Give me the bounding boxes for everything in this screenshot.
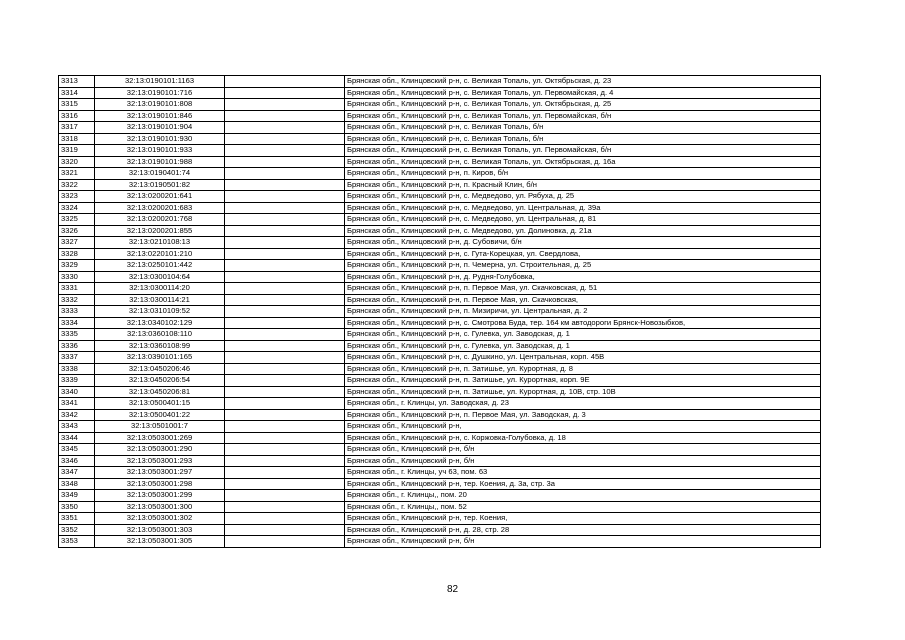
cadastral-number-cell: 32:13:0503001:297 (95, 467, 225, 479)
cadastral-number-cell: 32:13:0300104:64 (95, 271, 225, 283)
table-row (59, 87, 821, 99)
row-number-cell: 3332 (59, 294, 95, 306)
table-row (59, 432, 821, 444)
empty-cell (225, 455, 345, 467)
registry-table-body (59, 76, 821, 548)
cadastral-number-cell: 32:13:0450206:46 (95, 363, 225, 375)
row-number-cell: 3329 (59, 260, 95, 272)
address-cell: Брянская обл., Клинцовский р-н, д. Рудня-Голубовка, (345, 271, 821, 283)
address-cell: Брянская обл., Клинцовский р-н, б/н (345, 455, 821, 467)
address-cell: Брянская обл., г. Клинцы, ул. Заводская, д. 23 (345, 398, 821, 410)
address-cell: Брянская обл., г. Клинцы,, пом. 20 (345, 490, 821, 502)
row-number-cell: 3313 (59, 76, 95, 88)
row-number-cell: 3345 (59, 444, 95, 456)
cadastral-number-cell: 32:13:0360108:99 (95, 340, 225, 352)
address-cell: Брянская обл., г. Клинцы,, пом. 52 (345, 501, 821, 513)
row-number-cell: 3327 (59, 237, 95, 249)
address-cell: Брянская обл., Клинцовский р-н, тер. Коения, (345, 513, 821, 525)
empty-cell (225, 513, 345, 525)
table-row (59, 179, 821, 191)
cadastral-number-cell: 32:13:0300114:21 (95, 294, 225, 306)
table-row (59, 317, 821, 329)
address-cell: Брянская обл., Клинцовский р-н, с. Великая Топаль, ул. Первомайская, б/н (345, 145, 821, 157)
empty-cell (225, 225, 345, 237)
table-row (59, 513, 821, 525)
row-number-cell: 3349 (59, 490, 95, 502)
table-row (59, 156, 821, 168)
cadastral-number-cell: 32:13:0250101:442 (95, 260, 225, 272)
table-row (59, 375, 821, 387)
empty-cell (225, 421, 345, 433)
row-number-cell: 3347 (59, 467, 95, 479)
empty-cell (225, 306, 345, 318)
cadastral-number-cell: 32:13:0190101:716 (95, 87, 225, 99)
address-cell: Брянская обл., Клинцовский р-н, с. Великая Топаль, ул. Октябрьская, д. 16а (345, 156, 821, 168)
row-number-cell: 3352 (59, 524, 95, 536)
cadastral-number-cell: 32:13:0503001:302 (95, 513, 225, 525)
empty-cell (225, 214, 345, 226)
cadastral-number-cell: 32:13:0190401:74 (95, 168, 225, 180)
address-cell: Брянская обл., Клинцовский р-н, с. Смотрова Буда, тер. 164 км автодороги Брянск-Новозыбков, (345, 317, 821, 329)
cadastral-number-cell: 32:13:0300114:20 (95, 283, 225, 295)
empty-cell (225, 237, 345, 249)
address-cell: Брянская обл., Клинцовский р-н, д. 28, стр. 28 (345, 524, 821, 536)
table-row (59, 536, 821, 548)
address-cell: Брянская обл., Клинцовский р-н, п. Первое Мая, ул. Скачковская, (345, 294, 821, 306)
empty-cell (225, 133, 345, 145)
cadastral-number-cell: 32:13:0500401:15 (95, 398, 225, 410)
row-number-cell: 3325 (59, 214, 95, 226)
address-cell: Брянская обл., Клинцовский р-н, п. Мизиричи, ул. Центральная, д. 2 (345, 306, 821, 318)
cadastral-number-cell: 32:13:0360108:110 (95, 329, 225, 341)
table-row (59, 76, 821, 88)
address-cell: Брянская обл., Клинцовский р-н, тер. Коения, д. 3а, стр. 3а (345, 478, 821, 490)
cadastral-number-cell: 32:13:0503001:293 (95, 455, 225, 467)
empty-cell (225, 409, 345, 421)
address-cell: Брянская обл., Клинцовский р-н, п. Затишье, ул. Курортная, д. 10В, стр. 10В (345, 386, 821, 398)
cadastral-number-cell: 32:13:0190101:808 (95, 99, 225, 111)
address-cell: Брянская обл., г. Клинцы, уч 63, пом. 63 (345, 467, 821, 479)
address-cell: Брянская обл., Клинцовский р-н, п. Киров, б/н (345, 168, 821, 180)
table-row (59, 363, 821, 375)
address-cell: Брянская обл., Клинцовский р-н, б/н (345, 536, 821, 548)
table-row (59, 271, 821, 283)
empty-cell (225, 398, 345, 410)
cadastral-number-cell: 32:13:0450206:81 (95, 386, 225, 398)
empty-cell (225, 99, 345, 111)
address-cell: Брянская обл., Клинцовский р-н, п. Первое Мая, ул. Заводская, д. 3 (345, 409, 821, 421)
cadastral-number-cell: 32:13:0501001:7 (95, 421, 225, 433)
empty-cell (225, 191, 345, 203)
empty-cell (225, 501, 345, 513)
cadastral-number-cell: 32:13:0450206:54 (95, 375, 225, 387)
table-row (59, 306, 821, 318)
row-number-cell: 3338 (59, 363, 95, 375)
address-cell: Брянская обл., Клинцовский р-н, с. Гулевка, ул. Заводская, д. 1 (345, 340, 821, 352)
cadastral-number-cell: 32:13:0500401:22 (95, 409, 225, 421)
empty-cell (225, 271, 345, 283)
cadastral-number-cell: 32:13:0503001:269 (95, 432, 225, 444)
address-cell: Брянская обл., Клинцовский р-н, с. Великая Топаль, б/н (345, 133, 821, 145)
cadastral-number-cell: 32:13:0503001:305 (95, 536, 225, 548)
table-row (59, 340, 821, 352)
empty-cell (225, 536, 345, 548)
empty-cell (225, 202, 345, 214)
empty-cell (225, 317, 345, 329)
table-row (59, 191, 821, 203)
table-row (59, 398, 821, 410)
row-number-cell: 3342 (59, 409, 95, 421)
table-row (59, 283, 821, 295)
row-number-cell: 3334 (59, 317, 95, 329)
address-cell: Брянская обл., Клинцовский р-н, с. Коржовка-Голубовка, д. 18 (345, 432, 821, 444)
table-row (59, 248, 821, 260)
empty-cell (225, 340, 345, 352)
cadastral-number-cell: 32:13:0190101:930 (95, 133, 225, 145)
row-number-cell: 3336 (59, 340, 95, 352)
table-row (59, 168, 821, 180)
row-number-cell: 3350 (59, 501, 95, 513)
cadastral-number-cell: 32:13:0210108:13 (95, 237, 225, 249)
address-cell: Брянская обл., Клинцовский р-н, (345, 421, 821, 433)
row-number-cell: 3330 (59, 271, 95, 283)
empty-cell (225, 168, 345, 180)
empty-cell (225, 156, 345, 168)
empty-cell (225, 524, 345, 536)
row-number-cell: 3320 (59, 156, 95, 168)
table-row (59, 467, 821, 479)
table-row (59, 110, 821, 122)
address-cell: Брянская обл., Клинцовский р-н, п. Чемерна, ул. Строительная, д. 25 (345, 260, 821, 272)
cadastral-number-cell: 32:13:0503001:300 (95, 501, 225, 513)
row-number-cell: 3348 (59, 478, 95, 490)
address-cell: Брянская обл., Клинцовский р-н, с. Медведово, ул. Рябуха, д. 25 (345, 191, 821, 203)
empty-cell (225, 283, 345, 295)
cadastral-number-cell: 32:13:0503001:303 (95, 524, 225, 536)
cadastral-number-cell: 32:13:0503001:298 (95, 478, 225, 490)
empty-cell (225, 294, 345, 306)
empty-cell (225, 375, 345, 387)
address-cell: Брянская обл., Клинцовский р-н, с. Великая Топаль, ул. Октябрьская, д. 25 (345, 99, 821, 111)
address-cell: Брянская обл., Клинцовский р-н, с. Медведово, ул. Центральная, д. 81 (345, 214, 821, 226)
address-cell: Брянская обл., Клинцовский р-н, с. Душкино, ул. Центральная, корп. 45В (345, 352, 821, 364)
cadastral-number-cell: 32:13:0200201:641 (95, 191, 225, 203)
address-cell: Брянская обл., Клинцовский р-н, с. Гулевка, ул. Заводская, д. 1 (345, 329, 821, 341)
cadastral-number-cell: 32:13:0340102:129 (95, 317, 225, 329)
cadastral-number-cell: 32:13:0503001:290 (95, 444, 225, 456)
row-number-cell: 3317 (59, 122, 95, 134)
row-number-cell: 3331 (59, 283, 95, 295)
address-cell: Брянская обл., Клинцовский р-н, д. Субовичи, б/н (345, 237, 821, 249)
empty-cell (225, 490, 345, 502)
empty-cell (225, 260, 345, 272)
table-row (59, 478, 821, 490)
table-row (59, 133, 821, 145)
empty-cell (225, 352, 345, 364)
table-row (59, 444, 821, 456)
cadastral-number-cell: 32:13:0190101:846 (95, 110, 225, 122)
empty-cell (225, 329, 345, 341)
page-number: 82 (446, 584, 459, 595)
cadastral-number-cell: 32:13:0503001:299 (95, 490, 225, 502)
cadastral-number-cell: 32:13:0200201:855 (95, 225, 225, 237)
cadastral-number-cell: 32:13:0190101:933 (95, 145, 225, 157)
table-row (59, 352, 821, 364)
empty-cell (225, 467, 345, 479)
empty-cell (225, 145, 345, 157)
address-cell: Брянская обл., Клинцовский р-н, с. Медведово, ул. Центральная, д. 39а (345, 202, 821, 214)
table-row (59, 145, 821, 157)
empty-cell (225, 444, 345, 456)
empty-cell (225, 386, 345, 398)
address-cell: Брянская обл., Клинцовский р-н, с. Великая Топаль, ул. Первомайская, д. 4 (345, 87, 821, 99)
property-registry-table (58, 75, 821, 548)
empty-cell (225, 110, 345, 122)
row-number-cell: 3321 (59, 168, 95, 180)
table-row (59, 501, 821, 513)
row-number-cell: 3353 (59, 536, 95, 548)
address-cell: Брянская обл., Клинцовский р-н, с. Великая Топаль, ул. Октябрьская, д. 23 (345, 76, 821, 88)
empty-cell (225, 76, 345, 88)
table-row (59, 490, 821, 502)
empty-cell (225, 179, 345, 191)
empty-cell (225, 87, 345, 99)
address-cell: Брянская обл., Клинцовский р-н, б/н (345, 444, 821, 456)
row-number-cell: 3316 (59, 110, 95, 122)
row-number-cell: 3323 (59, 191, 95, 203)
empty-cell (225, 248, 345, 260)
cadastral-number-cell: 32:13:0390101:165 (95, 352, 225, 364)
cadastral-number-cell: 32:13:0220101:210 (95, 248, 225, 260)
row-number-cell: 3319 (59, 145, 95, 157)
table-row (59, 214, 821, 226)
row-number-cell: 3326 (59, 225, 95, 237)
table-row (59, 409, 821, 421)
empty-cell (225, 122, 345, 134)
table-row (59, 202, 821, 214)
empty-cell (225, 478, 345, 490)
row-number-cell: 3322 (59, 179, 95, 191)
address-cell: Брянская обл., Клинцовский р-н, с. Великая Топаль, б/н (345, 122, 821, 134)
address-cell: Брянская обл., Клинцовский р-н, п. Первое Мая, ул. Скачковская, д. 51 (345, 283, 821, 295)
row-number-cell: 3318 (59, 133, 95, 145)
address-cell: Брянская обл., Клинцовский р-н, с. Великая Топаль, ул. Первомайская, б/н (345, 110, 821, 122)
row-number-cell: 3314 (59, 87, 95, 99)
row-number-cell: 3328 (59, 248, 95, 260)
table-row (59, 237, 821, 249)
row-number-cell: 3344 (59, 432, 95, 444)
address-cell: Брянская обл., Клинцовский р-н, п. Затишье, ул. Курортная, корп. 9Е (345, 375, 821, 387)
cadastral-number-cell: 32:13:0200201:683 (95, 202, 225, 214)
row-number-cell: 3337 (59, 352, 95, 364)
row-number-cell: 3315 (59, 99, 95, 111)
table-row (59, 122, 821, 134)
empty-cell (225, 432, 345, 444)
table-row (59, 524, 821, 536)
empty-cell (225, 363, 345, 375)
row-number-cell: 3346 (59, 455, 95, 467)
address-cell: Брянская обл., Клинцовский р-н, п. Красный Клин, б/н (345, 179, 821, 191)
cadastral-number-cell: 32:13:0200201:768 (95, 214, 225, 226)
table-row (59, 260, 821, 272)
row-number-cell: 3339 (59, 375, 95, 387)
table-row (59, 329, 821, 341)
table-row (59, 455, 821, 467)
row-number-cell: 3351 (59, 513, 95, 525)
row-number-cell: 3333 (59, 306, 95, 318)
cadastral-number-cell: 32:13:0310109:52 (95, 306, 225, 318)
row-number-cell: 3335 (59, 329, 95, 341)
address-cell: Брянская обл., Клинцовский р-н, с. Гута-Корецкая, ул. Свердлова, (345, 248, 821, 260)
cadastral-number-cell: 32:13:0190101:988 (95, 156, 225, 168)
table-row (59, 99, 821, 111)
row-number-cell: 3341 (59, 398, 95, 410)
table-row (59, 225, 821, 237)
address-cell: Брянская обл., Клинцовский р-н, п. Затишье, ул. Курортная, д. 8 (345, 363, 821, 375)
table-row (59, 421, 821, 433)
address-cell: Брянская обл., Клинцовский р-н, с. Медведово, ул. Долиновка, д. 21а (345, 225, 821, 237)
row-number-cell: 3324 (59, 202, 95, 214)
table-row (59, 386, 821, 398)
row-number-cell: 3340 (59, 386, 95, 398)
row-number-cell: 3343 (59, 421, 95, 433)
cadastral-number-cell: 32:13:0190101:1163 (95, 76, 225, 88)
cadastral-number-cell: 32:13:0190101:904 (95, 122, 225, 134)
cadastral-number-cell: 32:13:0190501:82 (95, 179, 225, 191)
table-row (59, 294, 821, 306)
